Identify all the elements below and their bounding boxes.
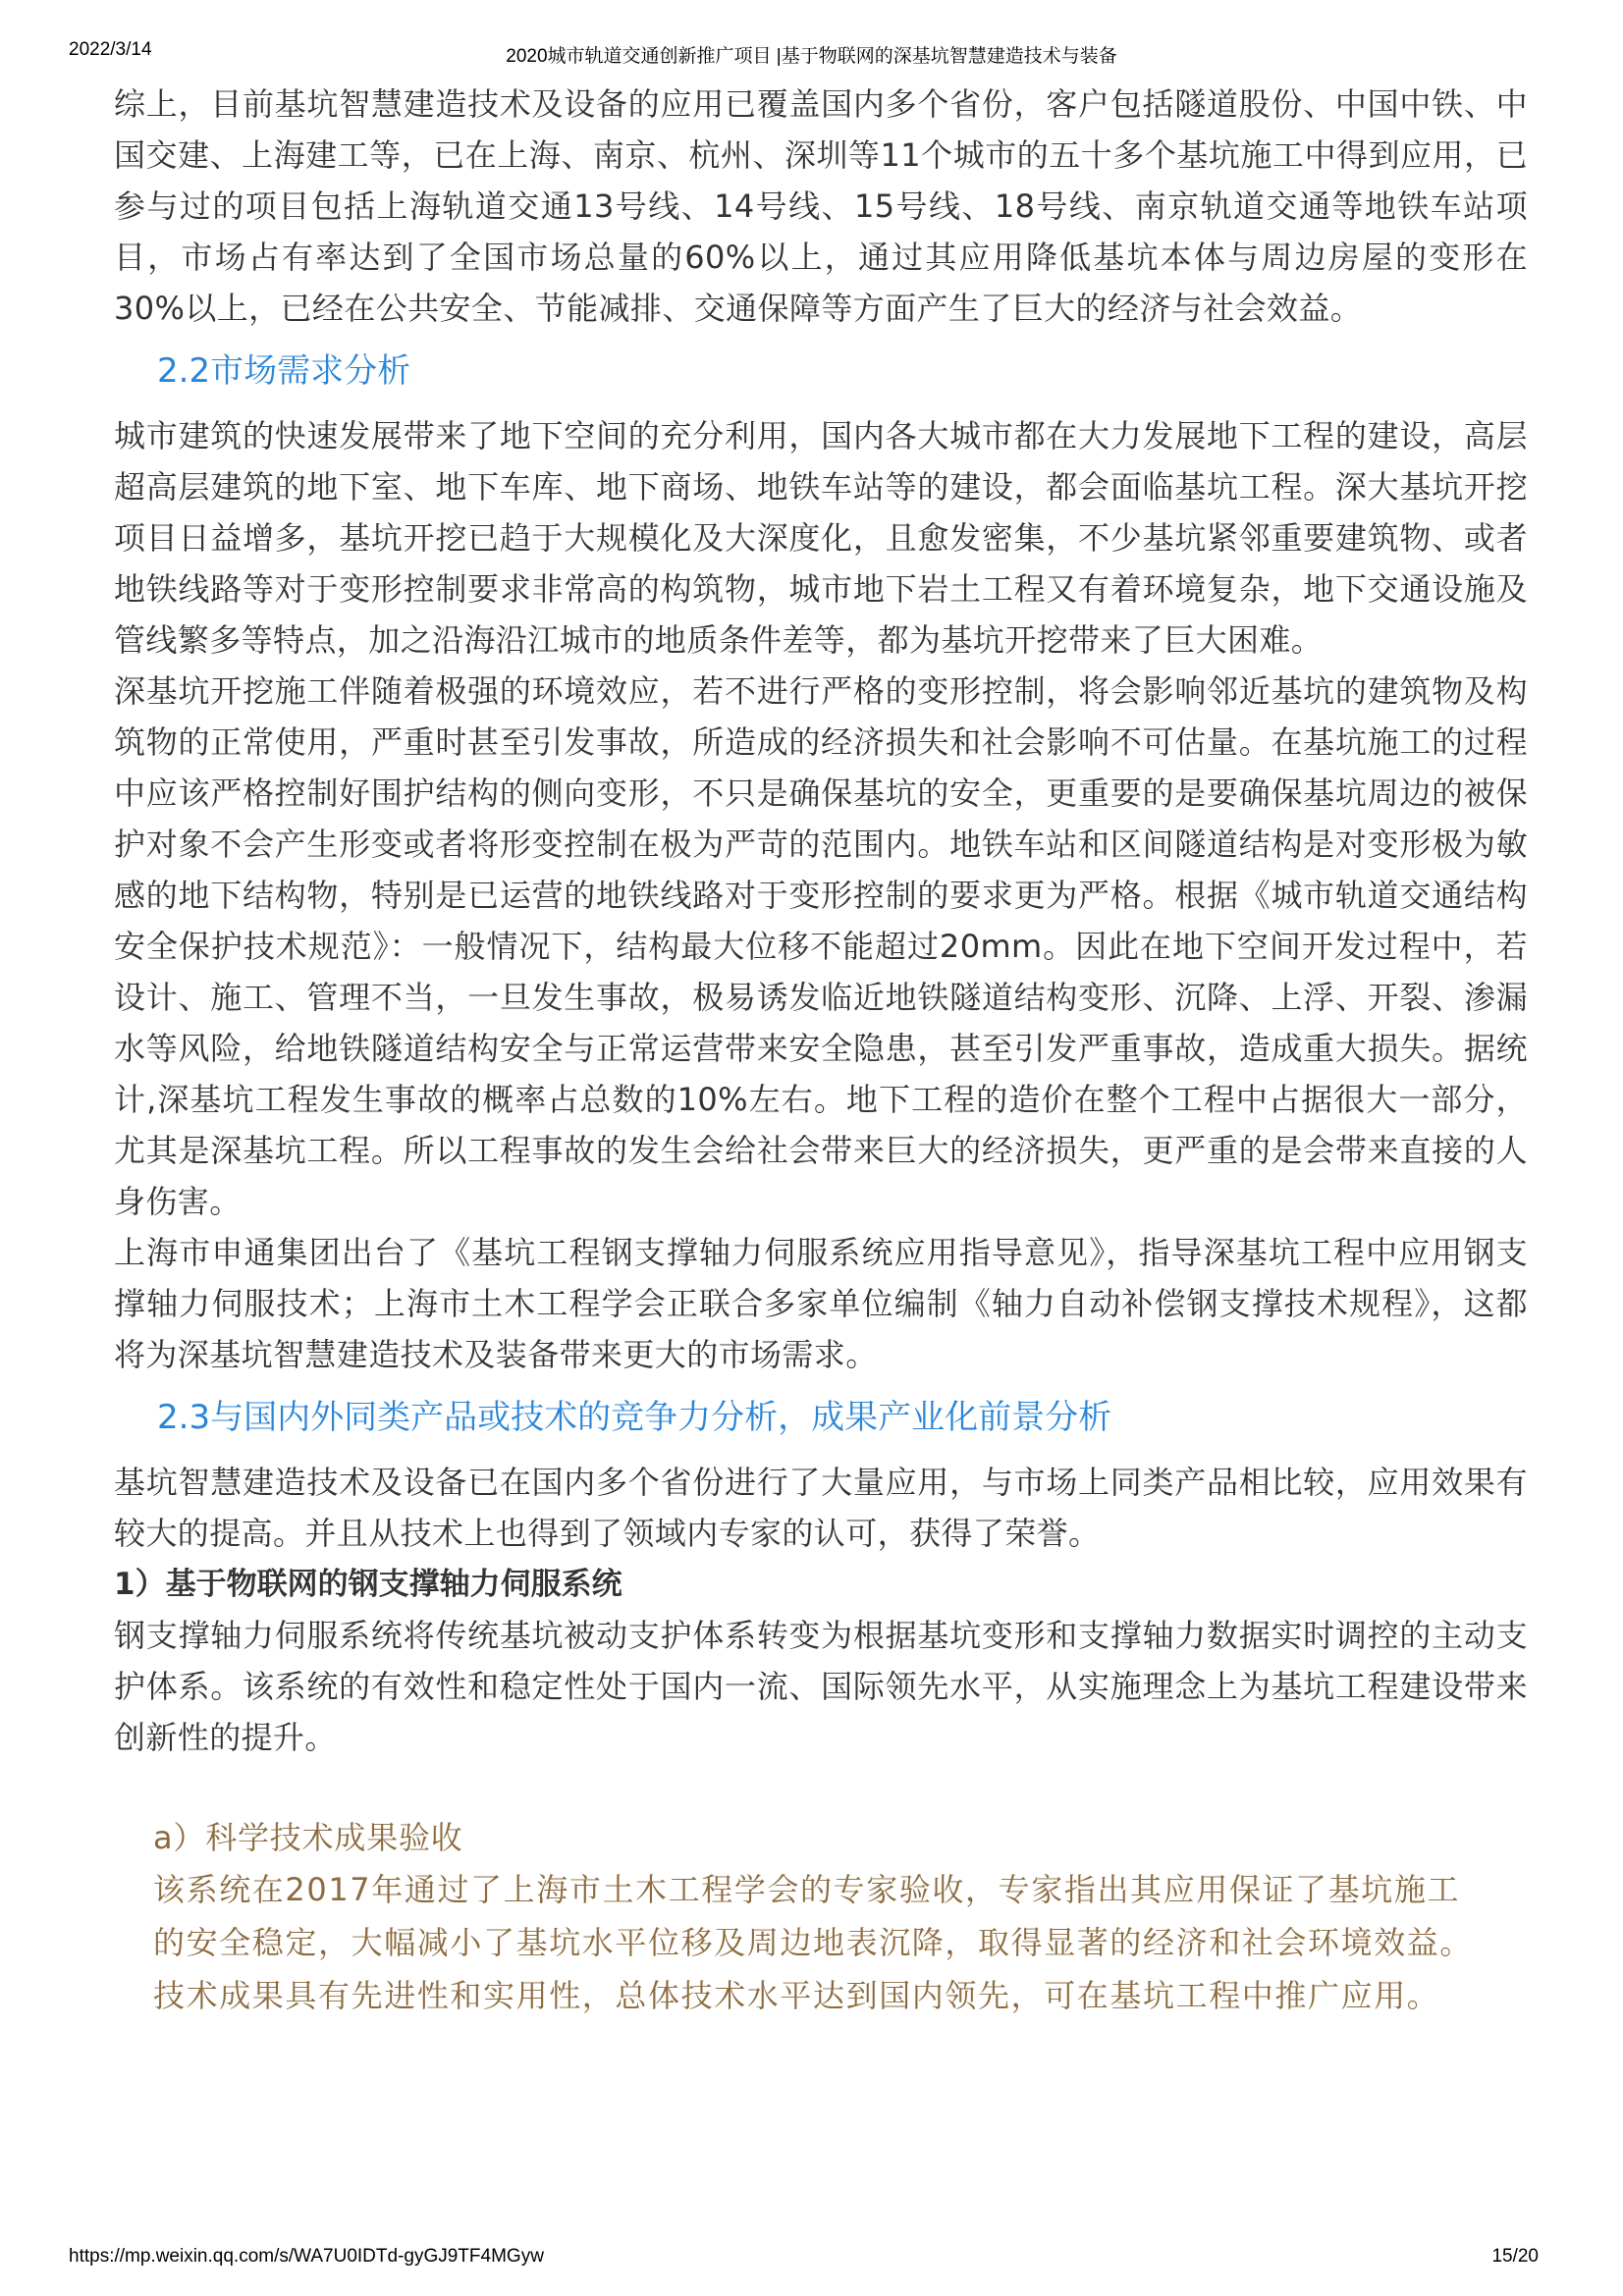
servo-system-paragraph: 钢支撑轴力伺服系统将传统基坑被动支护体系转变为根据基坑变形和支撑轴力数据实时调控的主动支护体系。该系统的有效性和稳定性处于国内一流、国际领先水平，从实施理念上为基坑工程建设带来创新性的提升。 bbox=[114, 1617, 1528, 1756]
print-footer-url: https://mp.weixin.qq.com/s/WA7U0IDTd-gyGJ9TF4MGyw bbox=[69, 2246, 544, 2267]
market-paragraph-1: 城市建筑的快速发展带来了地下空间的充分利用，国内各大城市都在大力发展地下工程的建设，高层超高层建筑的地下室、地下车库、地下商场、地铁车站等的建设，都会面临基坑工程。深大基坑开挖项目日益增多，基坑开挖已趋于大规模化及大深度化，且愈发密集，不少基坑紧邻重要建筑物、或者地铁线路等对于变形控制要求非常高的构筑物，城市地下岩土工程又有着环境复杂，地下交通设施及管线繁多等特点，加之沿海沿江城市的地质条件差等，都为基坑开挖带来了巨大困难。 bbox=[114, 417, 1528, 659]
section-heading-2-3: 2.3与国内外同类产品或技术的竞争力分析，成果产业化前景分析 bbox=[157, 1398, 1112, 1437]
quote-title: a）科学技术成果验收 bbox=[153, 1819, 463, 1856]
article-body bbox=[114, 79, 1528, 2022]
quote-text: 该系统在2017年通过了上海市土木工程学会的专家验收，专家指出其应用保证了基坑施工的安全稳定，大幅减小了基坑水平位移及周边地表沉降，取得显著的经济和社会环境效益。技术成果具有先进性和实用性，总体技术水平达到国内领先，可在基坑工程中推广应用。 bbox=[153, 1871, 1474, 2014]
market-paragraph-3: 上海市申通集团出台了《基坑工程钢支撑轴力伺服系统应用指导意见》，指导深基坑工程中应用钢支撑轴力伺服技术；上海市土木工程学会正联合多家单位编制《轴力自动补偿钢支撑技术规程》，这都将为深基坑智慧建造技术及装备带来更大的市场需求。 bbox=[114, 1234, 1528, 1373]
subheading-servo-system: 1）基于物联网的钢支撑轴力伺服系统 bbox=[114, 1567, 622, 1602]
print-header-date: 2022/3/14 bbox=[69, 39, 152, 60]
competitiveness-paragraph: 基坑智慧建造技术及设备已在国内多个省份进行了大量应用，与市场上同类产品相比较，应用效果有较大的提高。并且从技术上也得到了领域内专家的认可，获得了荣誉。 bbox=[114, 1464, 1528, 1552]
print-footer-page-number: 15/20 bbox=[1491, 2246, 1539, 2267]
acceptance-quote bbox=[153, 1812, 1488, 2022]
market-paragraph-2: 深基坑开挖施工伴随着极强的环境效应，若不进行严格的变形控制，将会影响邻近基坑的建筑物及构筑物的正常使用，严重时甚至引发事故，所造成的经济损失和社会影响不可估量。在基坑施工的过程中应该严格控制好围护结构的侧向变形，不只是确保基坑的安全，更重要的是要确保基坑周边的被保护对象不会产生形变或者将形变控制在极为严苛的范围内。地铁车站和区间隧道结构是对变形极为敏感的地下结构物，特别是已运营的地铁线路对于变形控制的要求更为严格。根据《城市轨道交通结构安全保护技术规范》：一般情况下，结构最大位移不能超过20mm。因此在地下空间开发过程中，若设计、施工、管理不当，一旦发生事故，极易诱发临近地铁隧道结构变形、沉降、上浮、开裂、渗漏水等风险，给地铁隧道结构安全与正常运营带来安全隐患，甚至引发严重事故，造成重大损失。据统计,深基坑工程发生事故的概率占总数的10%左右。地下工程的造价在整个工程中占据很大一部分，尤其是深基坑工程。所以工程事故的发生会给社会带来巨大的经济损失，更严重的是会带来直接的人身伤害。 bbox=[114, 672, 1528, 1220]
print-header-title: 2020城市轨道交通创新推广项目 |基于物联网的深基坑智慧建造技术与装备 bbox=[506, 46, 1117, 67]
intro-paragraph: 综上，目前基坑智慧建造技术及设备的应用已覆盖国内多个省份，客户包括隧道股份、中国中铁、中国交建、上海建工等，已在上海、南京、杭州、深圳等11个城市的五十多个基坑施工中得到应用，已参与过的项目包括上海轨道交通13号线、14号线、15号线、18号线、南京轨道交通等地铁车站项目，市场占有率达到了全国市场总量的60%以上，通过其应用降低基坑本体与周边房屋的变形在30%以上，已经在公共安全、节能减排、交通保障等方面产生了巨大的经济与社会效益。 bbox=[114, 85, 1528, 327]
section-heading-2-2: 2.2市场需求分析 bbox=[157, 351, 411, 391]
